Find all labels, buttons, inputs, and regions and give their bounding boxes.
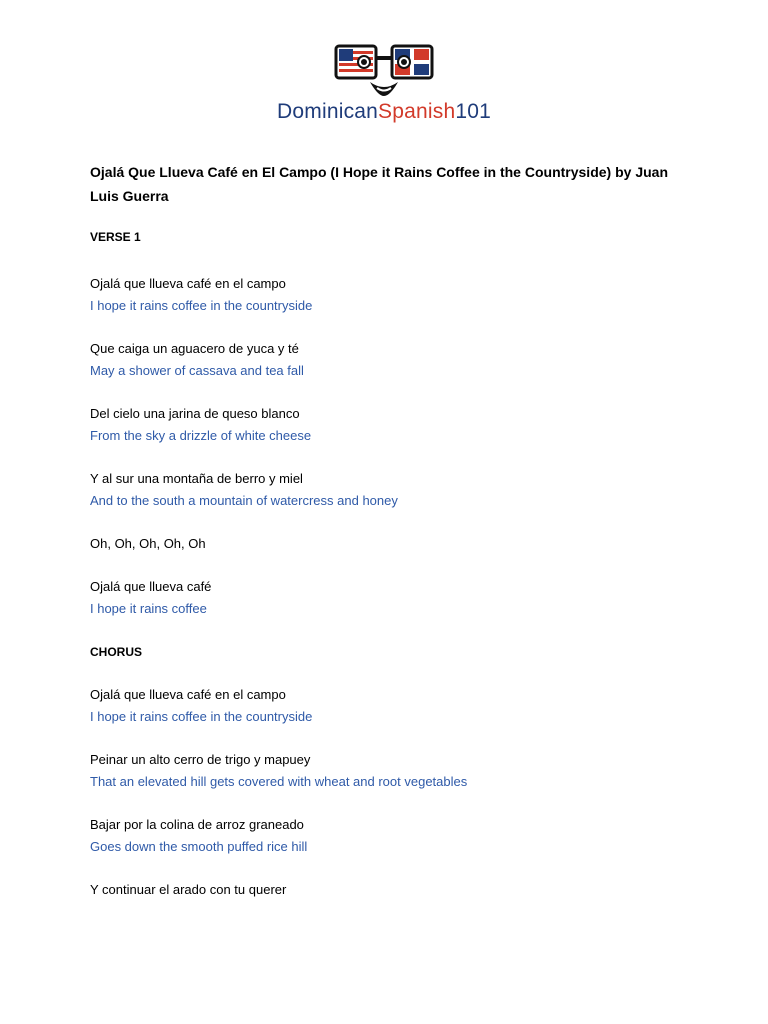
brand-name — [0, 98, 768, 126]
lyric-english: May a shower of cassava and tea fall — [90, 363, 304, 378]
song-title: Ojalá Que Llueva Café en El Campo (I Hope it Rains Coffee in the Countryside) by Juan Luis Guerra — [90, 164, 668, 204]
lyric-pair — [90, 468, 690, 512]
lyric-pair — [90, 403, 690, 447]
lyric-english: And to the south a mountain of watercress and honey — [90, 493, 398, 508]
lyric-spanish: Ojalá que llueva café — [90, 579, 212, 594]
lyric-english: I hope it rains coffee in the countryside — [90, 298, 313, 313]
lyrics-content — [90, 160, 690, 901]
lyric-spanish: Bajar por la colina de arroz graneado — [90, 817, 304, 832]
section-heading-chorus: CHORUS — [90, 645, 143, 659]
lyric-pair — [90, 338, 690, 382]
lyric-spanish: Oh, Oh, Oh, Oh, Oh — [90, 536, 206, 551]
lyric-english: I hope it rains coffee in the countryside — [90, 709, 313, 724]
lyric-pair — [90, 879, 690, 901]
logo — [0, 42, 768, 126]
section-heading-verse-1: VERSE 1 — [90, 230, 141, 244]
logo-glasses-icon — [332, 42, 436, 98]
lyric-spanish: Del cielo una jarina de queso blanco — [90, 406, 300, 421]
lyric-pair — [90, 533, 690, 555]
lyric-spanish: Y al sur una montaña de berro y miel — [90, 471, 303, 486]
lyric-pair — [90, 684, 690, 728]
lyric-spanish: Peinar un alto cerro de trigo y mapuey — [90, 752, 311, 767]
brand-part-dominican: Dominican — [277, 100, 379, 123]
lyric-spanish: Ojalá que llueva café en el campo — [90, 276, 286, 291]
lyric-spanish: Que caiga un aguacero de yuca y té — [90, 341, 299, 356]
lyric-english: I hope it rains coffee — [90, 601, 207, 616]
lyric-english: Goes down the smooth puffed rice hill — [90, 839, 308, 854]
lyric-pair — [90, 273, 690, 317]
lyric-english: From the sky a drizzle of white cheese — [90, 428, 312, 443]
lyric-pair — [90, 576, 690, 620]
lyric-pair — [90, 749, 690, 793]
lyric-spanish: Ojalá que llueva café en el campo — [90, 687, 286, 702]
lyric-pair — [90, 814, 690, 858]
brand-part-spanish: Spanish — [378, 100, 456, 123]
lyric-spanish: Y continuar el arado con tu querer — [90, 882, 287, 897]
lyric-english: That an elevated hill gets covered with wheat and root vegetables — [90, 774, 468, 789]
brand-part-101: 101 — [455, 100, 491, 123]
